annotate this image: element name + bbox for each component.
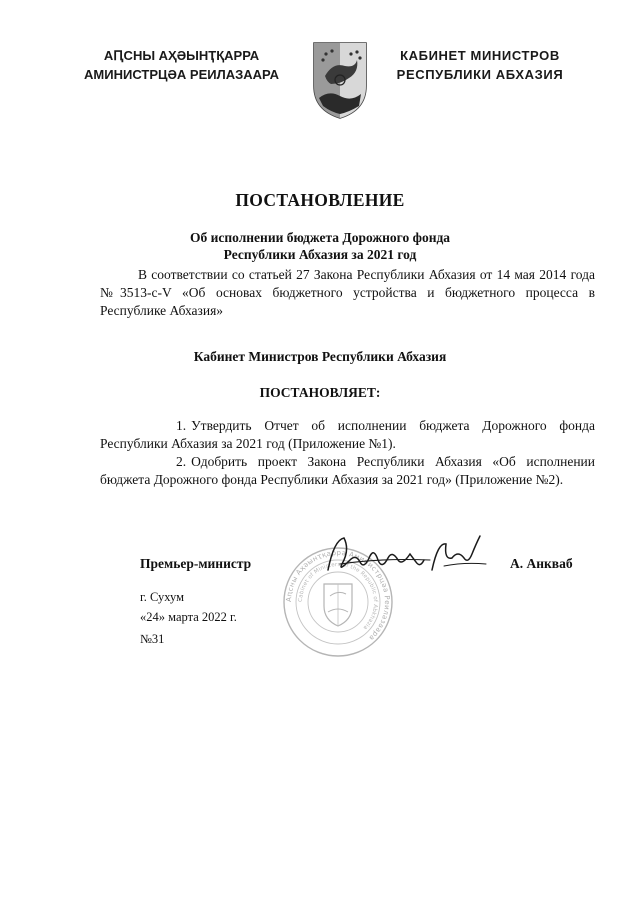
document-number: №31: [140, 632, 165, 646]
decree-heading: ПОСТАНОВЛЯЕТ:: [259, 385, 381, 400]
header-left-line2: АМИНИСТРЦӘА РЕИЛАЗААРА: [84, 67, 279, 82]
header-right-russian: [378, 46, 582, 84]
subtitle-line2: Республики Абхазия за 2021 год: [223, 247, 417, 262]
signer-name: А. Анкваб: [510, 556, 573, 571]
document-date: «24» марта 2022 г.: [140, 610, 237, 624]
decree-item: [100, 453, 595, 489]
document-subtitle: [0, 229, 640, 263]
document-city: г. Сухум: [140, 590, 185, 604]
header-left-abkhaz: [74, 46, 289, 84]
decree-item: [100, 417, 595, 453]
header-right-line1: КАБИНЕТ МИНИСТРОВ: [400, 48, 560, 63]
header-right-line2: РЕСПУБЛИКИ АБХАЗИЯ: [396, 67, 564, 82]
seal-inner-text: Cabinet of Ministers of the Republic of Abkhazia: [297, 561, 379, 631]
item-text: Одобрить проект Закона Республики Абхазия «Об исполнении бюджета Дорожного фонда Республики Абхазия за 2021 год» (Приложение №2).: [100, 454, 595, 487]
document-title: ПОСТАНОВЛЕНИЕ: [235, 190, 405, 210]
item-text: Утвердить Отчет об исполнении бюджета Дорожного фонда Республики Абхазия за 2021 год (Приложение №1).: [100, 418, 595, 451]
issuing-body: Кабинет Министров Республики Абхазия: [193, 349, 447, 364]
signer-title: Премьер-министр: [140, 556, 252, 571]
header-left-line1: АԤСНЫ АҲӘЫНҬҚАРРА: [103, 48, 260, 63]
item-number: 1.: [176, 418, 187, 433]
seal-outer-text: Аԥсны Аҳәынҭқарра Аминистрцәа Реилазаара: [284, 548, 392, 643]
handwritten-signature: [320, 530, 490, 582]
coat-of-arms-icon: [311, 40, 369, 120]
preamble-paragraph: В соответствии со статьей 27 Закона Республики Абхазия от 14 мая 2014 года №3513-с-V «Об основах бюджетного устройства и бюджетного процесса в Республике Абхазия»: [100, 267, 595, 318]
item-number: 2.: [176, 454, 187, 469]
subtitle-line1: Об исполнении бюджета Дорожного фонда: [189, 230, 451, 245]
